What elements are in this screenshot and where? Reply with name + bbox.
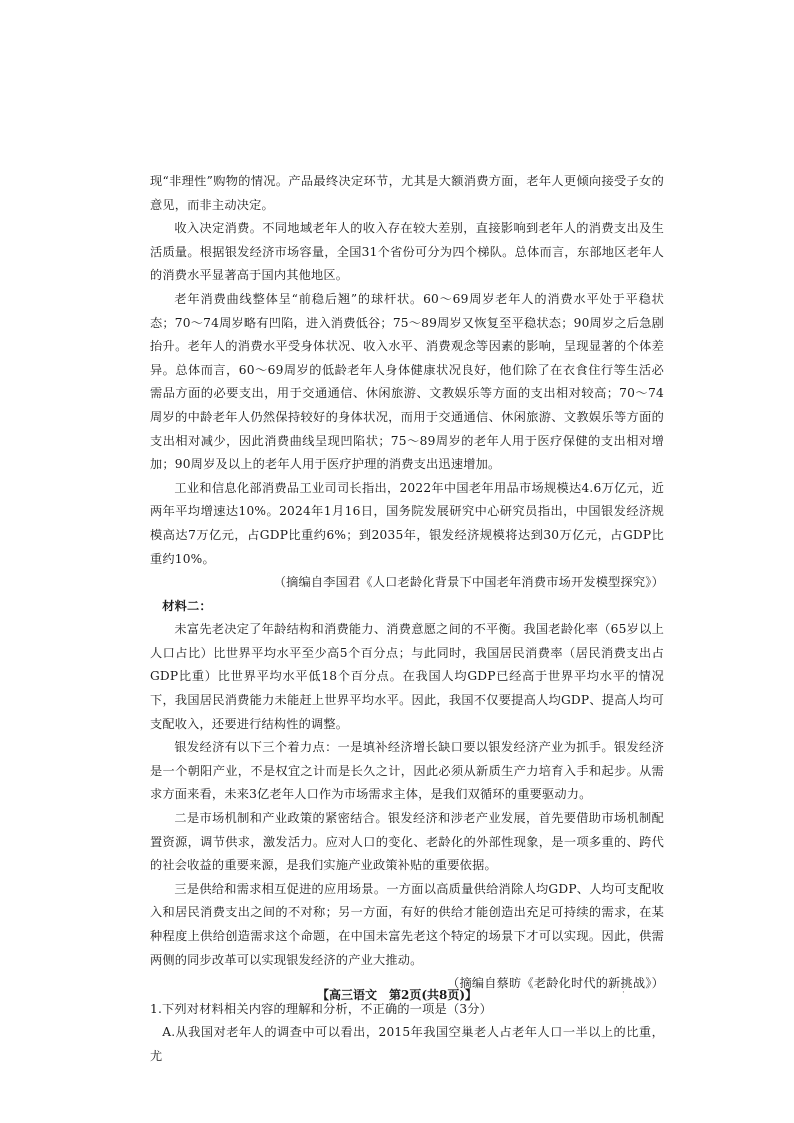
- material-two-citation: （摘编自蔡昉《老龄化时代的新挑战》）: [447, 976, 664, 991]
- material-two-paragraph-4: 三是供给和需求相互促进的应用场景。一方面以高质量供给消除人均GDP、人均可支配收入和居民消费支出之间的不对称；另一方面，有好的供给才能创造出充足可持续的需求，在某种程度上供给创造需求这个命题，在中国未富先老这个特定的场景下才可以实现。因此，供需两侧的同步改革可以实现银发经济的产业大推动。: [150, 881, 664, 967]
- corner-mark: ·: [622, 988, 625, 998]
- material-one-citation: （摘编自李国君《人口老龄化背景下中国老年消费市场开发模型探究》）: [273, 575, 664, 590]
- material-one-paragraph-4: 工业和信息化部消费品工业司司长指出，2022年中国老年用品市场规模达4.6万亿元，近两年平均增速达10%。2024年1月16日，国务院发展研究中心研究员指出，中国银发经济规模高达7万亿元，占GDP比重约6%；到2035年，银发经济规模将达到30万亿元，占GDP比重约10%。: [150, 480, 664, 566]
- material-one-paragraph-2: 收入决定消费。不同地域老年人的收入存在较大差别，直接影响到老年人的消费支出及生活质量。根据银发经济市场容量，全国31个省份可分为四个梯队。总体而言，东部地区老年人的消费水平显著高于国内其他地区。: [150, 221, 664, 283]
- material-two-paragraph-1: 未富先老决定了年龄结构和消费能力、消费意愿之间的不平衡。我国老龄化率（65岁以上人口占比）比世界平均水平至少高5个百分点；与此同时，我国居民消费率（居民消费支出占GDP比重）比世界平均水平低18个百分点。在我国人均GDP已经高于世界平均水平的情况下，我国居民消费能力未能赶上世界平均水平。因此，我国不仅要提高人均GDP、提高人均可支配收入，还要进行结构性的调整。: [150, 622, 664, 731]
- material-two-heading: 材料二：: [162, 598, 212, 613]
- page-footer: 【高三语文 第2页(共8页)】: [316, 988, 478, 1002]
- material-two-paragraph-3: 二是市场机制和产业政策的紧密结合。银发经济和涉老产业发展，首先要借助市场机制配置资源，调节供求，激发活力。应对人口的变化、老龄化的外部性现象，是一项多重的、跨代的社会收益的重要来源，是我们实施产业政策补贴的重要依据。: [150, 811, 664, 873]
- material-two-paragraph-2: 银发经济有以下三个着力点：一是填补经济增长缺口要以银发经济产业为抓手。银发经济是一个朝阳产业，不是权宜之计而是长久之计，因此必须从新质生产力培育入手和起步。从需求方面来看，未来3亿老年人口作为市场需求主体，是我们双循环的重要驱动力。: [150, 740, 664, 802]
- question-stem: 1.下列对材料相关内容的理解和分析，不正确的一项是（3分）: [150, 1001, 493, 1016]
- page-content: [150, 170, 664, 1069]
- question-option-a: A.从我国对老年人的调查中可以看出，2015年我国空巢老人占老年人口一半以上的比重，尤: [150, 1025, 664, 1063]
- material-one-paragraph-3: 老年消费曲线整体呈“前稳后翘”的球杆状。60～69周岁老年人的消费水平处于平稳状态；70～74周岁略有凹陷，进入消费低谷；75～89周岁又恢复至平稳状态；90周岁之后急剧抬升。老年人的消费水平受身体状况、收入水平、消费观念等因素的影响，呈现显著的个体差异。总体而言，60～69周岁的低龄老年人身体健康状况良好，他们除了在衣食住行等生活必需品方面的必要支出，用于交通通信、休闲旅游、文教娱乐等方面的支出相对较高；70～74周岁的中龄老年人仍然保持较好的身体状况，而用于交通通信、休闲旅游、文教娱乐等方面的支出相对减少，因此消费曲线呈现凹陷状；75～89周岁的老年人用于医疗保健的支出相对增加；90周岁及以上的老年人用于医疗护理的消费支出迅速增加。: [150, 291, 664, 472]
- material-one-paragraph-1: 现“非理性”购物的情况。产品最终决定环节，尤其是大额消费方面，老年人更倾向接受子女的意见，而非主动决定。: [150, 174, 664, 212]
